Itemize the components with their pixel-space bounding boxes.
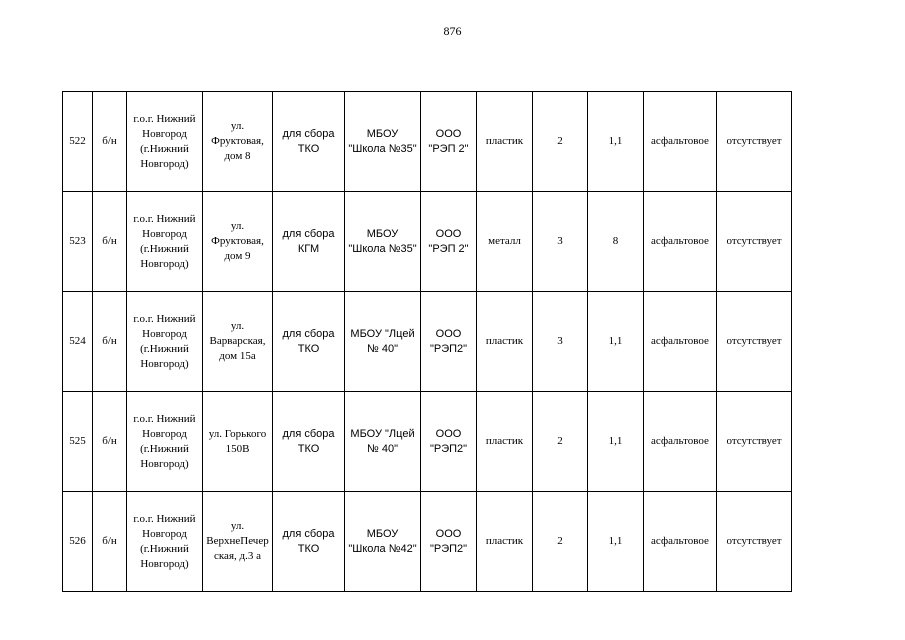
cell-house-number: б/н xyxy=(93,92,127,192)
table-row xyxy=(63,392,792,492)
cell-operator: ООО "РЭП 2" xyxy=(421,192,477,292)
cell-container-count: 2 xyxy=(533,492,588,592)
cell-fence: отсутствует xyxy=(717,292,792,392)
page-number: 876 xyxy=(443,24,462,38)
cell-purpose: для сбора КГМ xyxy=(273,192,345,292)
cell-address: ул. Варварская, дом 15а xyxy=(203,292,273,392)
cell-owner: МБОУ "Школа №35" xyxy=(345,92,421,192)
cell-container-material: пластик xyxy=(477,92,533,192)
cell-purpose: для сбора ТКО xyxy=(273,92,345,192)
cell-operator: ООО "РЭП 2" xyxy=(421,92,477,192)
cell-fence: отсутствует xyxy=(717,392,792,492)
cell-municipality: г.о.г. Нижний Новгород (г.Нижний Новгород) xyxy=(127,492,203,592)
cell-municipality: г.о.г. Нижний Новгород (г.Нижний Новгород) xyxy=(127,292,203,392)
cell-purpose: для сбора ТКО xyxy=(273,492,345,592)
table-row xyxy=(63,492,792,592)
cell-municipality: г.о.г. Нижний Новгород (г.Нижний Новгород) xyxy=(127,192,203,292)
cell-container-volume: 1,1 xyxy=(588,392,644,492)
cell-number: 524 xyxy=(63,292,93,392)
cell-fence: отсутствует xyxy=(717,92,792,192)
cell-fence: отсутствует xyxy=(717,192,792,292)
cell-address: ул. ВерхнеПечер ская, д.3 а xyxy=(203,492,273,592)
cell-owner: МБОУ "Школа №42" xyxy=(345,492,421,592)
cell-container-count: 2 xyxy=(533,392,588,492)
cell-operator: ООО "РЭП2" xyxy=(421,392,477,492)
cell-house-number: б/н xyxy=(93,392,127,492)
cell-fence: отсутствует xyxy=(717,492,792,592)
cell-container-count: 2 xyxy=(533,92,588,192)
cell-number: 526 xyxy=(63,492,93,592)
cell-container-material: металл xyxy=(477,192,533,292)
cell-container-material: пластик xyxy=(477,492,533,592)
cell-number: 522 xyxy=(63,92,93,192)
cell-operator: ООО "РЭП2" xyxy=(421,492,477,592)
cell-house-number: б/н xyxy=(93,492,127,592)
cell-container-volume: 8 xyxy=(588,192,644,292)
cell-municipality: г.о.г. Нижний Новгород (г.Нижний Новгород) xyxy=(127,392,203,492)
cell-container-volume: 1,1 xyxy=(588,292,644,392)
cell-purpose: для сбора ТКО xyxy=(273,292,345,392)
cell-surface-type: асфальтовое xyxy=(644,492,717,592)
cell-container-volume: 1,1 xyxy=(588,492,644,592)
cell-container-material: пластик xyxy=(477,292,533,392)
cell-municipality: г.о.г. Нижний Новгород (г.Нижний Новгород) xyxy=(127,92,203,192)
cell-owner: МБОУ "Лцей № 40" xyxy=(345,392,421,492)
cell-house-number: б/н xyxy=(93,192,127,292)
cell-surface-type: асфальтовое xyxy=(644,192,717,292)
cell-surface-type: асфальтовое xyxy=(644,292,717,392)
cell-house-number: б/н xyxy=(93,292,127,392)
cell-number: 525 xyxy=(63,392,93,492)
cell-surface-type: асфальтовое xyxy=(644,392,717,492)
table-row xyxy=(63,92,792,192)
cell-operator: ООО "РЭП2" xyxy=(421,292,477,392)
cell-number: 523 xyxy=(63,192,93,292)
cell-container-count: 3 xyxy=(533,292,588,392)
cell-address: ул. Фруктовая, дом 8 xyxy=(203,92,273,192)
cell-container-volume: 1,1 xyxy=(588,92,644,192)
container-sites-table xyxy=(62,91,792,592)
cell-purpose: для сбора ТКО xyxy=(273,392,345,492)
cell-container-count: 3 xyxy=(533,192,588,292)
cell-address: ул. Фруктовая, дом 9 xyxy=(203,192,273,292)
cell-container-material: пластик xyxy=(477,392,533,492)
cell-owner: МБОУ "Лцей № 40" xyxy=(345,292,421,392)
table-row xyxy=(63,292,792,392)
cell-owner: МБОУ "Школа №35" xyxy=(345,192,421,292)
cell-surface-type: асфальтовое xyxy=(644,92,717,192)
cell-address: ул. Горького 150В xyxy=(203,392,273,492)
table-row xyxy=(63,192,792,292)
